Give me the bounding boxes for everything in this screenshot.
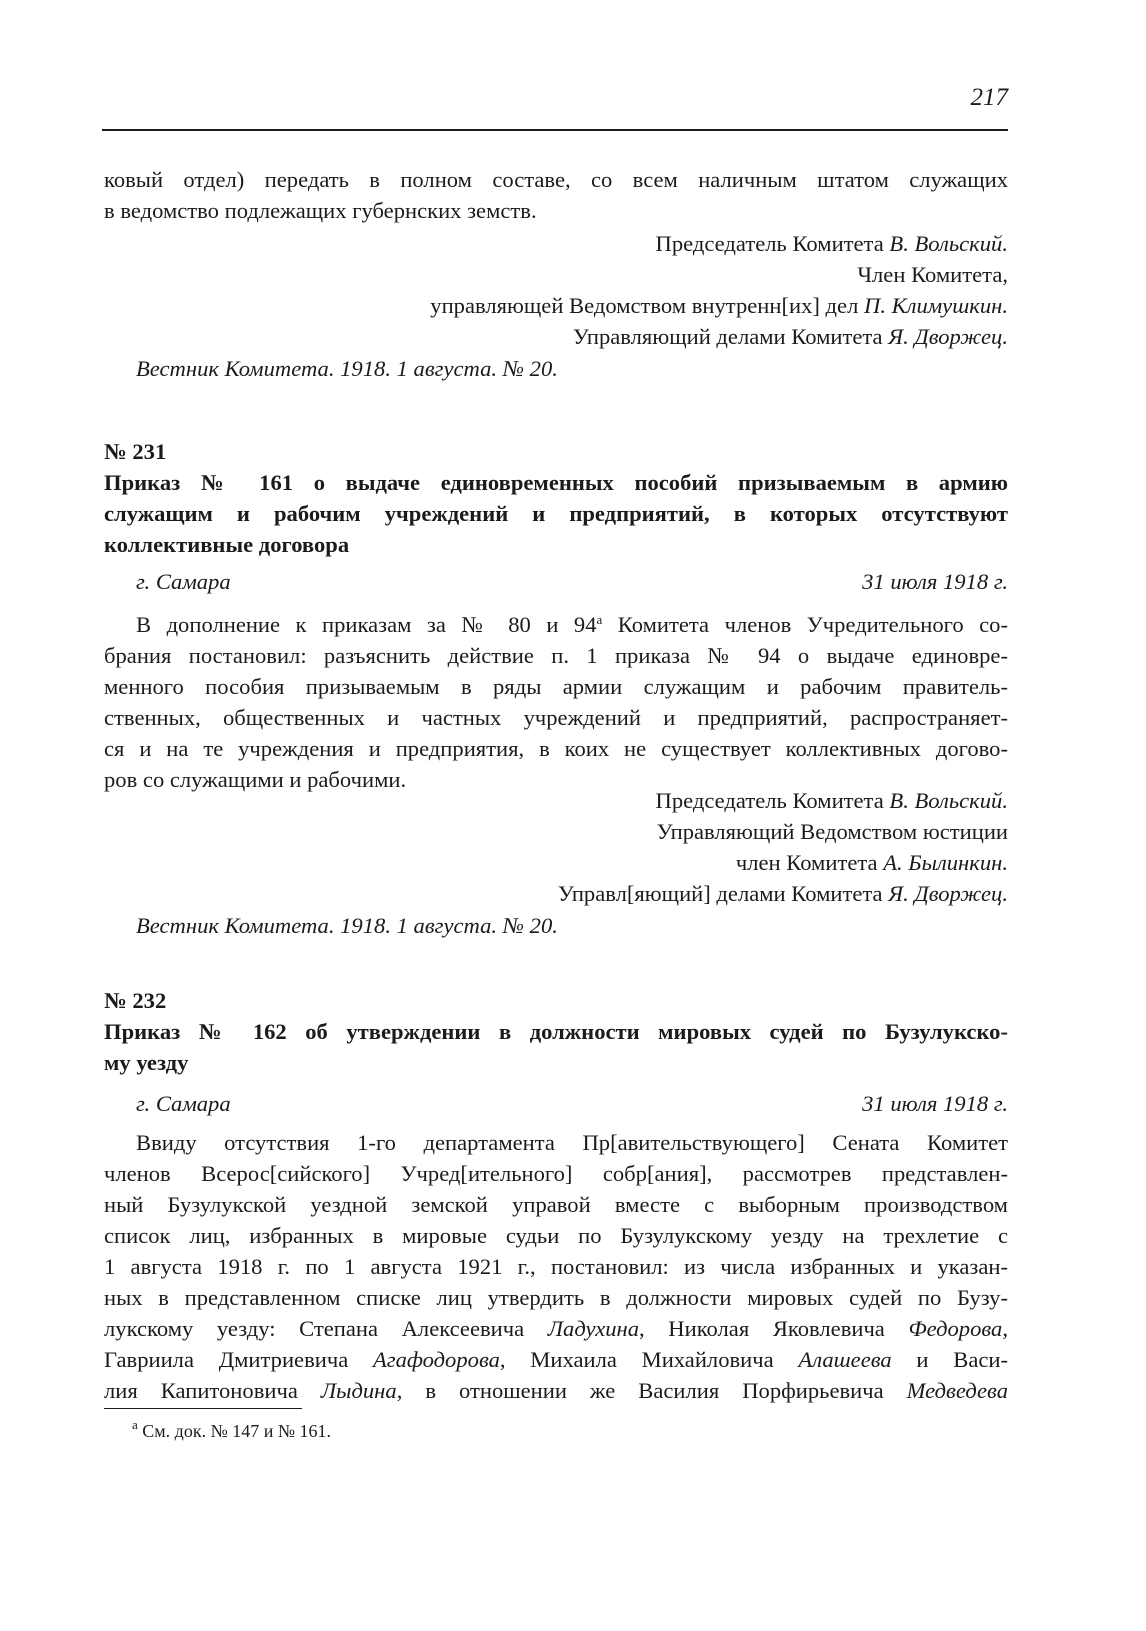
paragraph-line: ный Бузулукской уездной земской управой вместе с выборным производством xyxy=(104,1192,1008,1217)
signature-line xyxy=(104,259,1008,290)
signature-name: Я. Дворжец. xyxy=(888,881,1008,906)
footnote-mark: а xyxy=(132,1417,138,1432)
source-citation: Вестник Комитета. 1918. 1 августа. № 20. xyxy=(136,356,558,381)
text-run: В дополнение к приказам за № 80 и 94 xyxy=(136,612,597,637)
signature-line xyxy=(104,878,1008,909)
paragraph-line: ся и на те учреждения и предприятия, в коих не существует коллективных догово- xyxy=(104,736,1008,761)
paragraph-line: 1 августа 1918 г. по 1 августа 1921 г., постановил: из числа избранных и указан- xyxy=(104,1254,1008,1279)
footnote-mark[interactable]: а xyxy=(596,612,603,627)
document-place: г. Самара xyxy=(136,569,231,594)
document-title xyxy=(104,1016,1008,1078)
document-body xyxy=(104,1127,1008,1406)
person-name: Медведева xyxy=(906,1378,1009,1403)
person-name: Федорова xyxy=(908,1316,1003,1341)
paragraph-line: в ведомство подлежащих губернских земств. xyxy=(104,198,537,223)
signature-role: Председатель Комитета xyxy=(655,788,890,813)
paragraph-line: членов Всерос[сийского] Учред[ительного] собр[ания], рассмотрев представлен- xyxy=(104,1161,1008,1186)
signature-line xyxy=(104,785,1008,816)
document-body xyxy=(104,609,1008,795)
document-date: 31 июля 1918 г. xyxy=(862,1091,1008,1116)
text-run: , Николая Яковлевича xyxy=(639,1316,909,1341)
title-line: служащим и рабочим учреждений и предприятий, в которых отсутствуют xyxy=(104,501,1008,526)
source-citation: Вестник Комитета. 1918. 1 августа. № 20. xyxy=(136,913,558,938)
footnote-rule xyxy=(104,1408,302,1409)
paragraph-line: ров со служащими и рабочими. xyxy=(104,767,407,792)
paragraph-line: ных в представленном списке лиц утвердить в должности мировых судей по Бузу- xyxy=(104,1285,1008,1310)
paragraph-line xyxy=(104,609,1008,640)
continuation-paragraph xyxy=(104,164,1008,226)
paragraph-line: ковый отдел) передать в полном составе, со всем наличным штатом служащих xyxy=(104,167,1008,192)
signature-role: Управляющий делами Комитета xyxy=(572,324,889,349)
signature-line xyxy=(104,847,1008,878)
signature-name: А. Былинкин. xyxy=(883,850,1008,875)
document-number: № 232 xyxy=(104,988,167,1013)
title-line: Приказ № 162 об утверждении в должности мировых судей по Бузулукско- xyxy=(104,1019,1008,1044)
document-title xyxy=(104,467,1008,560)
text-run: , в отношении же Василия Порфирьевича xyxy=(396,1378,907,1403)
paragraph-line: список лиц, избранных в мировые судьи по Бузулукскому уезду на трехлетие с xyxy=(104,1223,1008,1248)
paragraph-line xyxy=(104,1375,1008,1406)
page-number: 217 xyxy=(970,84,1008,111)
person-name: Агафодорова xyxy=(372,1347,500,1372)
title-line: му уезду xyxy=(104,1050,189,1075)
signature-line xyxy=(104,816,1008,847)
header-rule xyxy=(102,129,1008,131)
signature-role: член Комитета xyxy=(735,850,884,875)
text-run: лукскому уезду: Степана Алексеевича xyxy=(104,1316,548,1341)
document-number: № 231 xyxy=(104,439,167,464)
signature-line xyxy=(104,228,1008,259)
text-run: , xyxy=(1002,1316,1008,1341)
paragraph-line: ственных, общественных и частных учреждений и предприятий, распространяет- xyxy=(104,705,1008,730)
signature-line xyxy=(104,321,1008,352)
person-name: Алашеева xyxy=(798,1347,892,1372)
signature-role: Член Комитета, xyxy=(857,262,1008,287)
paragraph-line: Ввиду отсутствия 1-го департамента Пр[авительствующего] Сената Комитет xyxy=(136,1130,1008,1155)
title-line: коллективные договора xyxy=(104,532,350,557)
text-run: и Васи- xyxy=(891,1347,1008,1372)
title-line: Приказ № 161 о выдаче единовременных пособий призываемым в армию xyxy=(104,470,1008,495)
signature-role: Управляющий Ведомством юстиции xyxy=(656,819,1008,844)
signature-role: Управл[яющий] делами Комитета xyxy=(557,881,889,906)
paragraph-line xyxy=(104,1313,1008,1344)
text-run: Гавриила Дмитриевича xyxy=(104,1347,373,1372)
signature-role: Председатель Комитета xyxy=(655,231,890,256)
signature-name: В. Вольский. xyxy=(889,231,1008,256)
document-place: г. Самара xyxy=(136,1091,231,1116)
footnote-text: См. док. № 147 и № 161. xyxy=(137,1421,332,1441)
person-name: Лыдина xyxy=(320,1378,397,1403)
signature-role: управляющей Ведомством внутренн[их] дел xyxy=(430,293,864,318)
paragraph-line xyxy=(104,1344,1008,1375)
text-run: лия Капитоновича xyxy=(104,1378,321,1403)
paragraph-line: менного пособия призываемым в ряды армии служащим и рабочим правитель- xyxy=(104,674,1008,699)
signature-line xyxy=(104,290,1008,321)
document-date: 31 июля 1918 г. xyxy=(862,569,1008,594)
person-name: Ладухина xyxy=(547,1316,640,1341)
text-run: , Михаила Михайловича xyxy=(499,1347,799,1372)
signature-name: П. Климушкин. xyxy=(864,293,1008,318)
paragraph-line: брания постановил: разъяснить действие п. 1 приказа № 94 о выдаче единовре- xyxy=(104,643,1008,668)
text-run: Комитета членов Учредительного со- xyxy=(602,612,1008,637)
footnote xyxy=(132,1419,331,1443)
signature-name: Я. Дворжец. xyxy=(888,324,1008,349)
signature-name: В. Вольский. xyxy=(889,788,1008,813)
